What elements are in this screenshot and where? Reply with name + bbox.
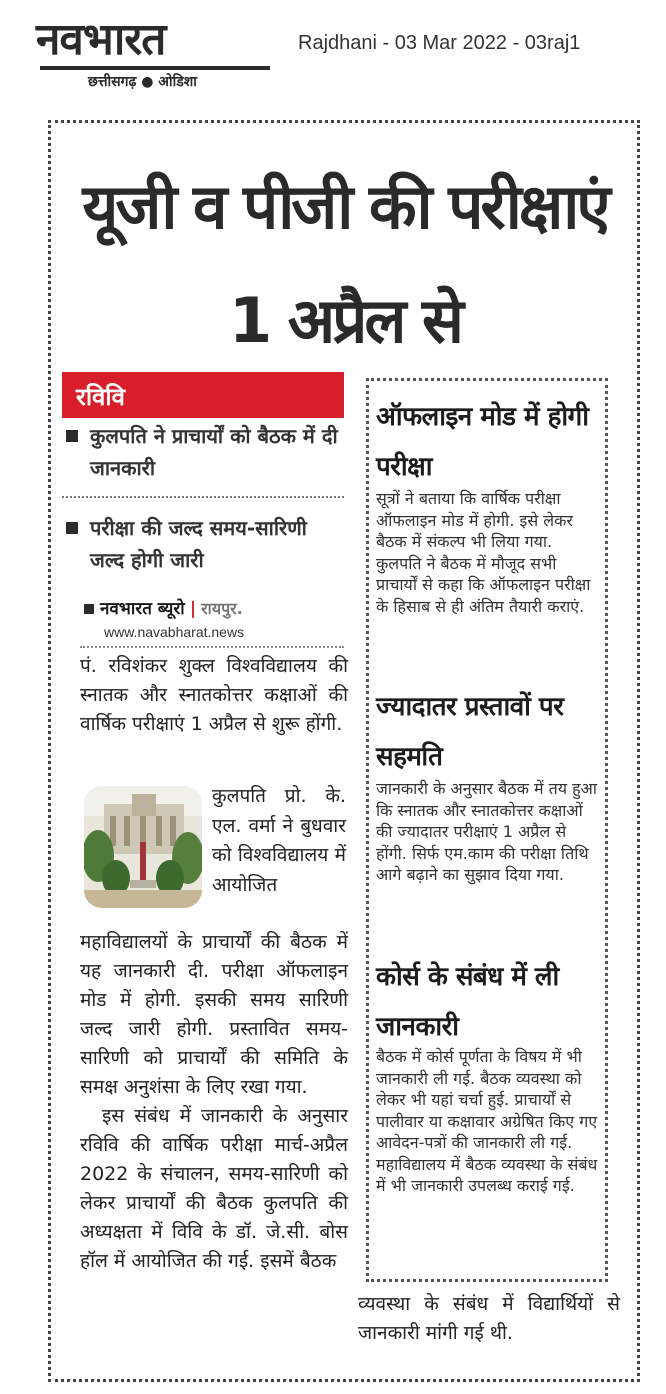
edition-info: Rajdhani - 03 Mar 2022 - 03raj1: [298, 32, 581, 54]
website-link[interactable]: www.navabharat.news: [104, 624, 245, 640]
article-headline: यूजी व पीजी की परीक्षाएं 1 अप्रैल से: [82, 170, 608, 357]
logo-region: छत्तीसगढ़ ● ओडिशा: [88, 74, 197, 90]
masthead: [0, 0, 666, 100]
highlights-list: [62, 420, 344, 588]
article-paragraph: महाविद्यालयों के प्राचार्यों की बैठक में यह जानकारी दी. परीक्षा ऑफलाइन मोड में होगी. इसकी समय सारिणी जल्द जारी होगी. प्रस्तावित समय-सारिणी को प्राचार्यों की समिति के समक्ष अनुशंसा के लिए रखा गया.: [80, 931, 348, 1098]
article-paragraph: इस संबंध में जानकारी के अनुसार रविवि की वार्षिक परीक्षा मार्च-अप्रैल 2022 के संचालन, समय-सारिणी को लेकर प्राचार्यों की बैठक कुलपति की अध्यक्षता में विवि के डॉ. जे.सी. बोस हॉल में आयोजित की गई. इसमें बैठक: [80, 1105, 348, 1272]
byline: [84, 596, 344, 619]
highlight-item: [62, 512, 344, 576]
sidebar-text: सूत्रों ने बताया कि वार्षिक परीक्षा ऑफलाइन मोड में होगी. इसे लेकर बैठक में संकल्प भी लिया गया. कुलपति ने बैठक में मौजूद सभी प्राचार्यों से कहा कि ऑफलाइन परीक्षा के हिसाब से ही अंतिम तैयारी कराएं.: [376, 489, 591, 616]
article-paragraph: पं. रविशंकर शुक्ल विश्वविद्यालय की स्नातक और स्नातकोत्तर कक्षाओं की वार्षिक परीक्षाएं 1 अप्रैल से शुरू होंगी.: [80, 655, 348, 735]
sidebar-heading: कोर्स के संबंध में ली जानकारी: [376, 962, 559, 1042]
divider: [62, 496, 344, 498]
section-tag-label: रविवि: [76, 383, 125, 411]
byline-separator: |: [189, 599, 197, 619]
sidebar-heading: ऑफलाइन मोड में होगी परीक्षा: [376, 402, 589, 482]
sidebar-text: जानकारी के अनुसार बैठक में तय हुआ कि स्नातक और स्नातकोत्तर कक्षाओं की ज्यादातर परीक्षाएं 1 अप्रैल से होंगी. सिर्फ एम.काम की परीक्षा तिथि आगे बढ़ाने का सुझाव दिया गया.: [376, 779, 597, 884]
article-paragraph-group: [80, 928, 348, 1276]
highlight-text: कुलपति ने प्राचार्यों को बैठक में दी जानकारी: [90, 424, 338, 480]
bullet-square-icon: [84, 604, 94, 614]
article-paragraph: व्यवस्था के संबंध में विद्यार्थियों से जानकारी मांगी गई थी.: [358, 1293, 620, 1344]
logo-rule: [40, 66, 270, 70]
divider: [80, 646, 344, 648]
highlight-item: [62, 420, 344, 484]
sidebar-heading: ज्यादातर प्रस्तावों पर सहमति: [376, 692, 564, 772]
bullet-square-icon: [66, 430, 78, 442]
university-building-photo: [84, 786, 202, 908]
bullet-square-icon: [66, 522, 78, 534]
byline-bureau: नवभारत ब्यूरो: [100, 599, 185, 619]
logo-name: नवभारत: [36, 14, 166, 65]
newspaper-logo: [30, 10, 280, 98]
sidebar-text: बैठक में कोर्स पूर्णता के विषय में भी जानकारी ली गई. बैठक व्यवस्था को लेकर भी यहां चर्चा हुई. प्राचार्यों से पालीवार या कक्षावार अग्रेषित किए गए आवेदन-पत्रों की जानकारी ली गई. महाविद्यालय में बैठक व्यवस्था के संबंध में भी जानकारी उपलब्ध कराई गई.: [376, 1047, 598, 1195]
article-paragraph: कुलपति प्रो. के. एल. वर्मा ने बुधवार को विश्वविद्यालय में आयोजित: [212, 785, 346, 896]
section-tag: [62, 372, 344, 418]
byline-city: रायपुर.: [201, 599, 243, 618]
highlight-text: परीक्षा की जल्द समय-सारिणी जल्द होगी जारी: [90, 516, 307, 572]
